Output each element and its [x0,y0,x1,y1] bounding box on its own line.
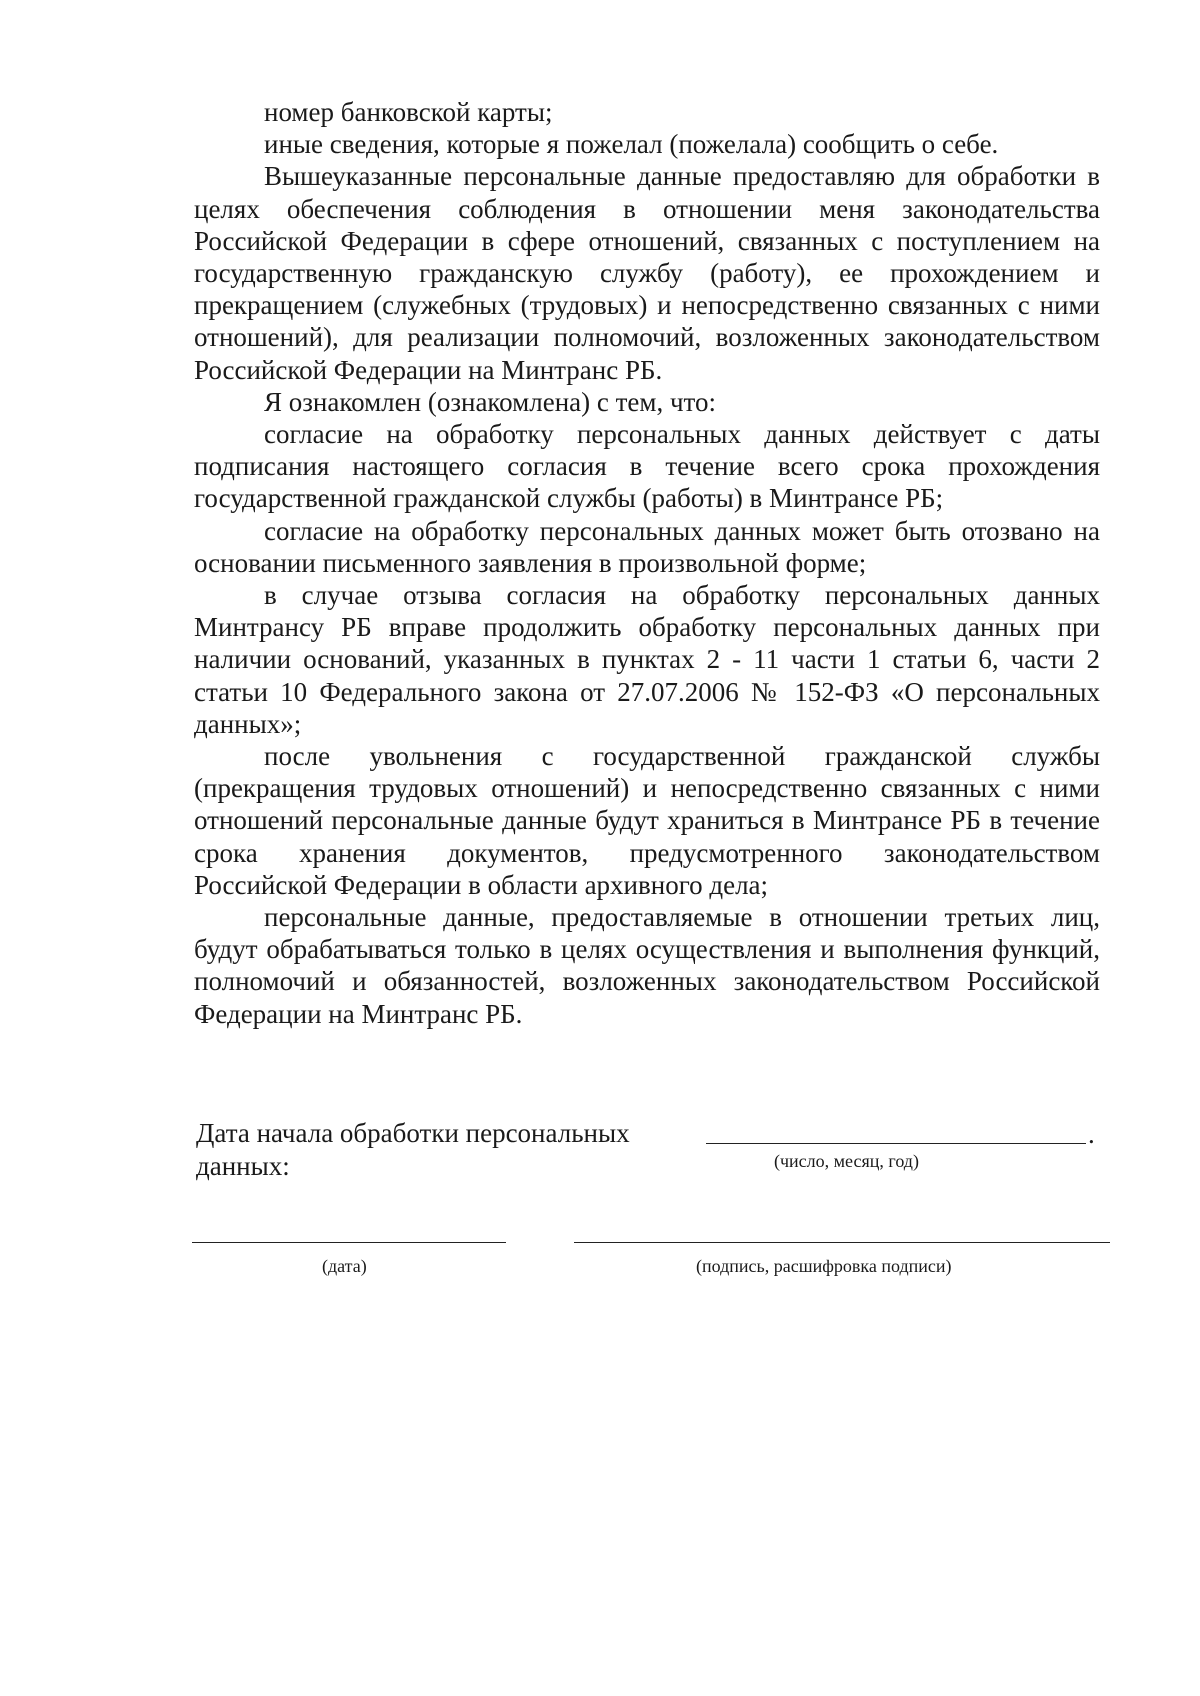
paragraph-consent-duration: согласие на обработку персональных данных действует с даты подписания настоящего согласия в течение всего срока прохождения государственной гражданской службы (работы) в Минтрансе РБ; [194,419,1100,514]
processing-start-date-field[interactable] [706,1143,1086,1144]
consent-body-text [194,96,1100,1030]
paragraph-consent-withdrawal: согласие на обработку персональных данных может быть отозвано на основании письменного заявления в произвольной форме; [194,515,1100,578]
paragraph-withdrawal-processing: в случае отзыва согласия на обработку персональных данных Минтрансу РБ вправе продолжить обработку персональных данных при наличии оснований, указанных в пунктах 2 - 11 части 1 статьи 6, части 2 статьи 10 Федерального закона от 27.07.2006 № 152-ФЗ «О персональных данных»; [194,580,1100,739]
processing-start-date-label: Дата начала обработки персональных данных: [196,1118,630,1181]
processing-start-date-caption: (число, месяц, год) [774,1151,919,1171]
paragraph-third-parties: персональные данные, предоставляемые в отношении третьих лиц, будут обрабатываться только в целях осуществления и выполнения функций, полномочий и обязанностей, возложенных законодательством Российской Федерации на Минтранс РБ. [194,902,1100,1029]
paragraph-acknowledgement: Я ознакомлен (ознакомлена) с тем, что: [264,386,716,417]
date-field[interactable] [192,1242,506,1243]
date-caption: (дата) [322,1256,367,1276]
paragraph-data-storage: после увольнения с государственной гражданской службы (прекращения трудовых отношений) и непосредственно связанных с ними отношений персональные данные будут храниться в Минтрансе РБ в течение срока хранения документов, предусмотренного законодательством Российской Федерации в области архивного дела; [194,741,1100,900]
paragraph-bank-card: номер банковской карты; [264,97,553,127]
processing-start-date-dot: . [1088,1119,1095,1149]
paragraph-other-info: иные сведения, которые я пожелал (пожелала) сообщить о себе. [264,129,999,160]
signature-caption: (подпись, расшифровка подписи) [696,1256,952,1276]
signature-field[interactable] [574,1242,1110,1243]
paragraph-purpose: Вышеуказанные персональные данные предоставляю для обработки в целях обеспечения соблюдения в отношении меня законодательства Российской Федерации в сфере отношений, связанных с поступлением на государственную гражданскую службу (работу), ее прохождением и прекращением (служебных (трудовых) и непосредственно связанных с ними отношений), для реализации полномочий, возложенных законодательством Российской Федерации на Минтранс РБ. [194,161,1100,385]
